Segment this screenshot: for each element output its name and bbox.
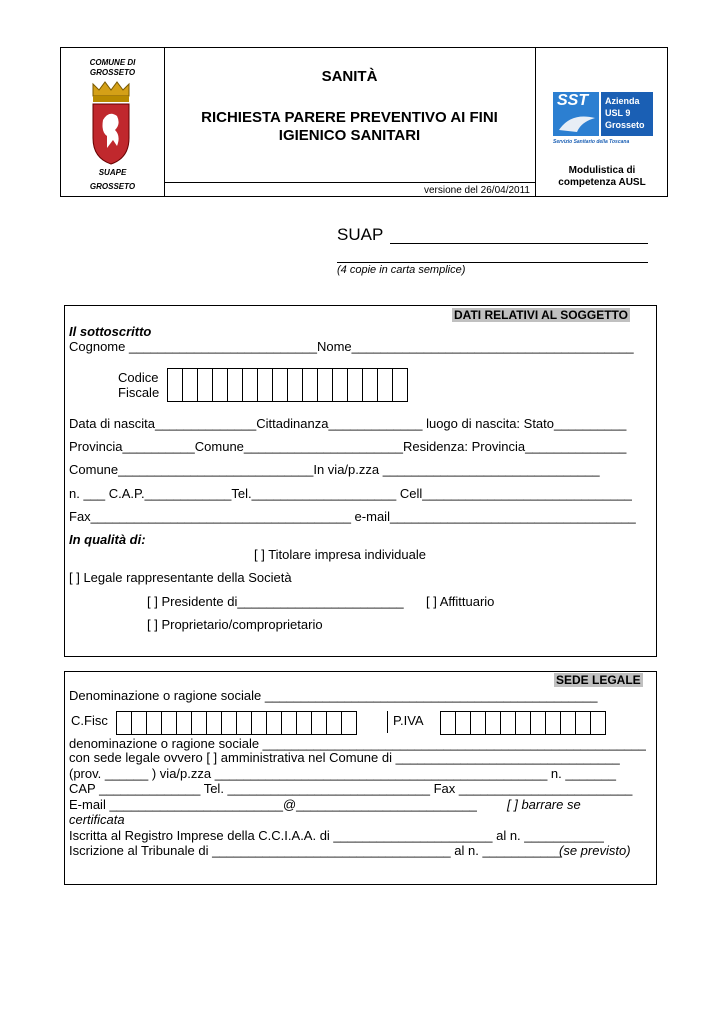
fax-email-field[interactable]: Fax____________________________________ e-mail__________________________________ — [69, 509, 636, 524]
sst-logo-icon: SST — [553, 92, 599, 136]
modulistica-label: Modulistica di competenza AUSL — [558, 165, 646, 188]
sottoscritto-label: Il sottoscritto — [69, 324, 152, 339]
option-affittuario[interactable]: [ ] Affittuario — [426, 594, 495, 609]
option-presidente[interactable]: [ ] Presidente di_______________________ — [147, 594, 404, 609]
piva-divider — [387, 711, 388, 733]
qualita-label: In qualità di: — [69, 532, 146, 547]
tribunale-field[interactable]: Iscrizione al Tribunale di _________________________________ al n. ___________ — [69, 843, 562, 858]
codice-label: Codice — [118, 370, 159, 385]
cap-tel-field[interactable]: n. ___ C.A.P.____________Tel.____________________ Cell_____________________________ — [69, 486, 632, 501]
nascita-field[interactable]: Data di nascita______________Cittadinanza_____________ luogo di nascita: Stato__________ — [69, 416, 627, 431]
version-divider — [164, 182, 535, 183]
option-titolare[interactable]: [ ] Titolare impresa individuale — [254, 547, 426, 562]
asl-logo: SST Azienda USL 9 Grosseto Servizio Sanitario della Toscana — [553, 92, 651, 150]
cap-tel-fax-field[interactable]: CAP ______________ Tel. ____________________________ Fax ________________________ — [69, 781, 633, 796]
se-previsto-note: (se previsto) — [559, 843, 631, 858]
certificata-label: certificata — [69, 812, 125, 827]
suap-line-2 — [337, 262, 648, 263]
piva-label: P.IVA — [393, 713, 424, 728]
comune-label: COMUNE DI GROSSETO — [89, 58, 136, 77]
coat-of-arms-icon — [87, 80, 135, 166]
codice-fiscale-boxes[interactable] — [167, 368, 408, 402]
fiscale-label: Fiscale — [118, 385, 160, 400]
cfisc-label: C.Fisc — [71, 713, 108, 728]
cfisc-boxes[interactable] — [116, 711, 357, 735]
header-box — [60, 47, 668, 197]
prov-via-field[interactable]: (prov. ______ ) via/p.zza ______________________________________________ n. _______ — [69, 766, 616, 781]
section-title: SEDE LEGALE — [556, 673, 641, 687]
version-label: versione del 26/04/2011 — [423, 185, 530, 196]
comune-field[interactable]: Comune___________________________In via/p.zza ______________________________ — [69, 462, 600, 477]
email-field[interactable]: E-mail ________________________@_________________________ — [69, 797, 477, 812]
suap-line — [390, 243, 648, 244]
provincia-field[interactable]: Provincia__________Comune______________________Residenza: Provincia______________ — [69, 439, 627, 454]
denominazione-field[interactable]: Denominazione o ragione sociale ______________________________________________ — [69, 688, 598, 703]
option-proprietario[interactable]: [ ] Proprietario/comproprietario — [147, 617, 323, 632]
denominazione2-field[interactable]: denominazione o ragione sociale _____________________________________________________ — [69, 736, 646, 751]
sede-field[interactable]: con sede legale ovvero [ ] amministrativa nel Comune di _______________________________ — [69, 750, 620, 765]
option-legale[interactable]: [ ] Legale rappresentante della Società — [69, 570, 292, 585]
suap-label: SUAP — [337, 225, 384, 244]
copies-note: (4 copie in carta semplice) — [337, 264, 466, 276]
registro-field[interactable]: Iscritta al Registro Imprese della C.C.I.A.A. di ______________________ al n. ___________ — [69, 828, 604, 843]
page-title: SANITÀ — [321, 68, 378, 85]
suape-label: SUAPE GROSSETO — [89, 168, 136, 191]
cognome-nome-field[interactable]: Cognome __________________________Nome_______________________________________ — [69, 339, 634, 354]
piva-boxes[interactable] — [440, 711, 606, 735]
barrare-checkbox[interactable]: [ ] barrare se — [507, 797, 581, 812]
form-subtitle: RICHIESTA PARERE PREVENTIVO AI FINI IGIENICO SANITARI — [201, 109, 498, 144]
section-title: DATI RELATIVI AL SOGGETTO — [454, 308, 629, 322]
